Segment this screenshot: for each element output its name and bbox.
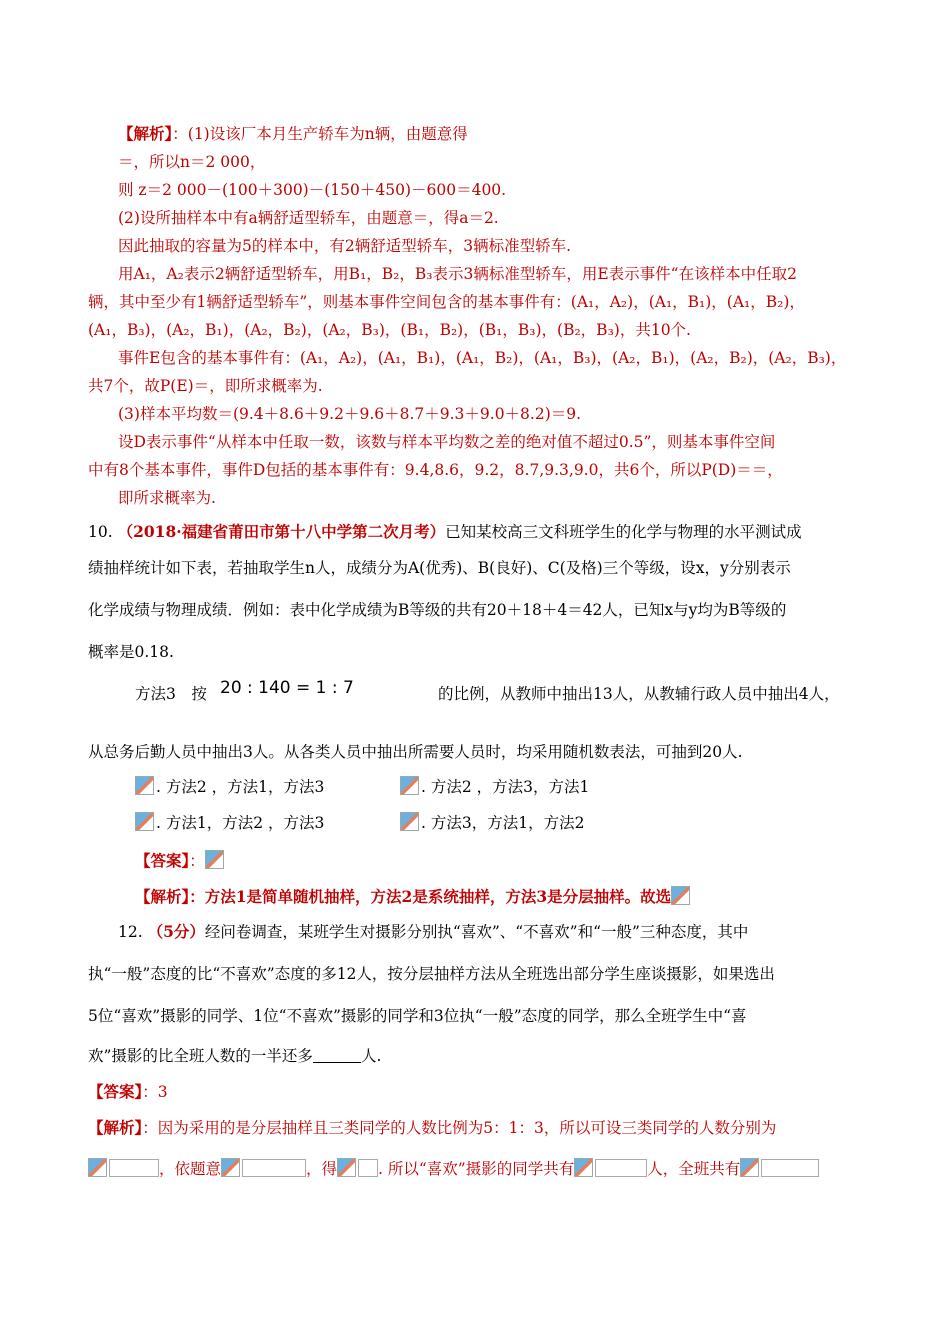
- q12-score: （5分）: [147, 922, 205, 941]
- sol9-text: ：(1)设该厂本月生产轿车为n辆，由题意得: [172, 125, 468, 143]
- option-d[interactable]: [400, 812, 584, 833]
- q11-answer: [135, 850, 226, 871]
- q12-number: 12.: [118, 923, 143, 941]
- analysis-label: 【解析】: [118, 124, 173, 143]
- q12-seg4: 人，全班共有: [647, 1160, 741, 1178]
- q12-seg1: ，依题意: [159, 1160, 222, 1178]
- q10-line4: 概率是0.18.: [88, 643, 174, 661]
- sol9-line13: 中有8个基本事件，事件D包括的基本事件有：9.4,8.6，9.2，8.7,9.3,9.0，共6个，所以P(D)＝＝，: [88, 461, 783, 479]
- sol9-line3: 则 z＝2 000－(100＋300)－(150＋450)－600＝400.: [118, 181, 507, 199]
- sol9-line7: 辆，其中至少有1辆舒适型轿车”，则基本事件空间包含的基本事件有：(A₁，A₂)，(A₁，B₁)，(A₁，B₂)，: [88, 293, 805, 311]
- formula-box: [595, 1159, 647, 1177]
- formula-box: [358, 1159, 378, 1177]
- answer-label: 【答案】: [88, 1082, 143, 1101]
- method3-prefix: 方法3 按: [135, 685, 207, 703]
- q10-line2: 绩抽样统计如下表，若抽取学生n人，成绩分为A(优秀)、B(良好)、C(及格)三个等级，设x，y分别表示: [88, 559, 791, 577]
- sol9-line2: ＝，所以n＝2 000，: [118, 153, 266, 171]
- q12-line3: 5位“喜欢”摄影的同学、1位“不喜欢”摄影的同学和3位执“一般”态度的同学，那么全班学生中“喜: [88, 1007, 747, 1025]
- method3-suffix: 的比例，从教师中抽出13人，从教辅行政人员中抽出4人，: [438, 685, 840, 703]
- q12-line4: [88, 1046, 381, 1066]
- q11-analysis-text: ：方法1是简单随机抽样，方法2是系统抽样，方法3是分层抽样。故选: [189, 887, 672, 906]
- ratio-formula: 20 : 140 = 1 : 7: [220, 678, 354, 698]
- formula-box: [109, 1159, 159, 1177]
- option-b[interactable]: [400, 776, 589, 797]
- q10-number: 10.: [88, 523, 113, 541]
- q12-text1: 经问卷调查，某班学生对摄影分别执“喜欢”、“不喜欢”和“一般”三种态度，其中: [204, 923, 749, 941]
- q12-seg3: . 所以“喜欢”摄影的同学共有: [378, 1160, 575, 1178]
- option-c-text: . 方法1，方法2 ，方法3: [156, 814, 325, 832]
- sol9-line5: 因此抽取的容量为5的样本中，有2辆舒适型轿车，3辆标准型轿车.: [118, 237, 572, 255]
- option-a[interactable]: [135, 776, 324, 797]
- sol9-line12: 设D表示事件“从样本中任取一数，该数与样本平均数之差的绝对值不超过0.5”，则基本事件空间: [118, 433, 776, 451]
- option-a-text: . 方法2 ，方法1，方法3: [156, 778, 325, 796]
- broken-image-icon: [221, 1158, 240, 1177]
- method3-line2: 从总务后勤人员中抽出3人。从各类人员中抽出所需要人员时，均采用随机数表法，可抽到20人.: [88, 743, 743, 761]
- broken-image-icon: [671, 886, 690, 905]
- q10-text1: 已知某校高三文科班学生的化学与物理的水平测试成: [445, 523, 802, 541]
- q12-text4b: 人.: [360, 1047, 382, 1065]
- analysis-label: 【解析】: [88, 1118, 143, 1137]
- sol9-line4: (2)设所抽样本中有a辆舒适型轿车，由题意＝，得a＝2.: [118, 209, 499, 227]
- broken-image-icon: [205, 850, 224, 869]
- q12-line2: 执“一般”态度的比“不喜欢”态度的多12人，按分层抽样方法从全班选出部分学生座谈摄影，如果选出: [88, 965, 775, 983]
- broken-image-icon: [88, 1158, 107, 1177]
- option-d-text: . 方法3，方法1，方法2: [421, 814, 585, 832]
- broken-image-icon: [740, 1158, 759, 1177]
- option-c[interactable]: [135, 812, 324, 833]
- sol9-line10: 共7个，故P(E)＝，即所求概率为.: [88, 377, 323, 395]
- sol9-line6: 用A₁，A₂表示2辆舒适型轿车，用B₁，B₂，B₃表示3辆标准型轿车，用E表示事件“在该样本中任取2: [118, 265, 797, 283]
- formula-box: [761, 1159, 819, 1177]
- broken-image-icon: [337, 1158, 356, 1177]
- q10-source: （2018·福建省莆田市第十八中学第二次月考）: [117, 522, 446, 541]
- analysis-label: 【解析】: [135, 887, 190, 906]
- answer-blank[interactable]: [313, 1048, 361, 1063]
- q12-text4: 欢”摄影的比全班人数的一半还多: [88, 1047, 313, 1065]
- formula-box: [242, 1159, 306, 1177]
- broken-image-icon: [574, 1158, 593, 1177]
- sol9-line14: 即所求概率为.: [118, 489, 216, 507]
- q10-line3: 化学成绩与物理成绩．例如：表中化学成绩为B等级的共有20＋18＋4＝42人，已知x与y均为B等级的: [88, 601, 787, 619]
- broken-image-icon: [400, 776, 419, 795]
- broken-image-icon: [135, 776, 154, 795]
- broken-image-icon: [135, 812, 154, 831]
- q10-line1: [88, 522, 802, 542]
- broken-image-icon: [400, 812, 419, 831]
- option-b-text: . 方法2 ，方法3，方法1: [421, 778, 590, 796]
- sol9-line11: (3)样本平均数＝(9.4＋8.6＋9.2＋9.6＋8.7＋9.3＋9.0＋8.2)＝9.: [118, 405, 582, 423]
- q12-answer: [88, 1082, 168, 1102]
- answer-value: ：3: [142, 1083, 168, 1101]
- q12-line1: [118, 922, 748, 942]
- sol9-line8: (A₁，B₃)，(A₂，B₁)，(A₂，B₂)，(A₂，B₃)，(B₁，B₂)，(B₁，B₃)，(B₂，B₃)，共10个.: [88, 321, 691, 339]
- answer-label: 【答案】: [135, 851, 190, 870]
- q12-seg2: ，得: [306, 1160, 338, 1178]
- q12-analysis-text1: ：因为采用的是分层抽样且三类同学的人数比例为5：1：3，所以可设三类同学的人数分别为: [142, 1119, 777, 1137]
- sol9-line1: [118, 124, 468, 144]
- q12-analysis-line1: [88, 1118, 776, 1138]
- answer-colon: ：: [189, 852, 205, 870]
- sol9-line9: 事件E包含的基本事件有：(A₁，A₂)，(A₁，B₁)，(A₁，B₂)，(A₁，B₃)，(A₂，B₁)，(A₂，B₂)，(A₂，B₃)，: [118, 349, 847, 367]
- q11-analysis: [135, 886, 692, 907]
- q12-analysis-line2: [88, 1158, 819, 1179]
